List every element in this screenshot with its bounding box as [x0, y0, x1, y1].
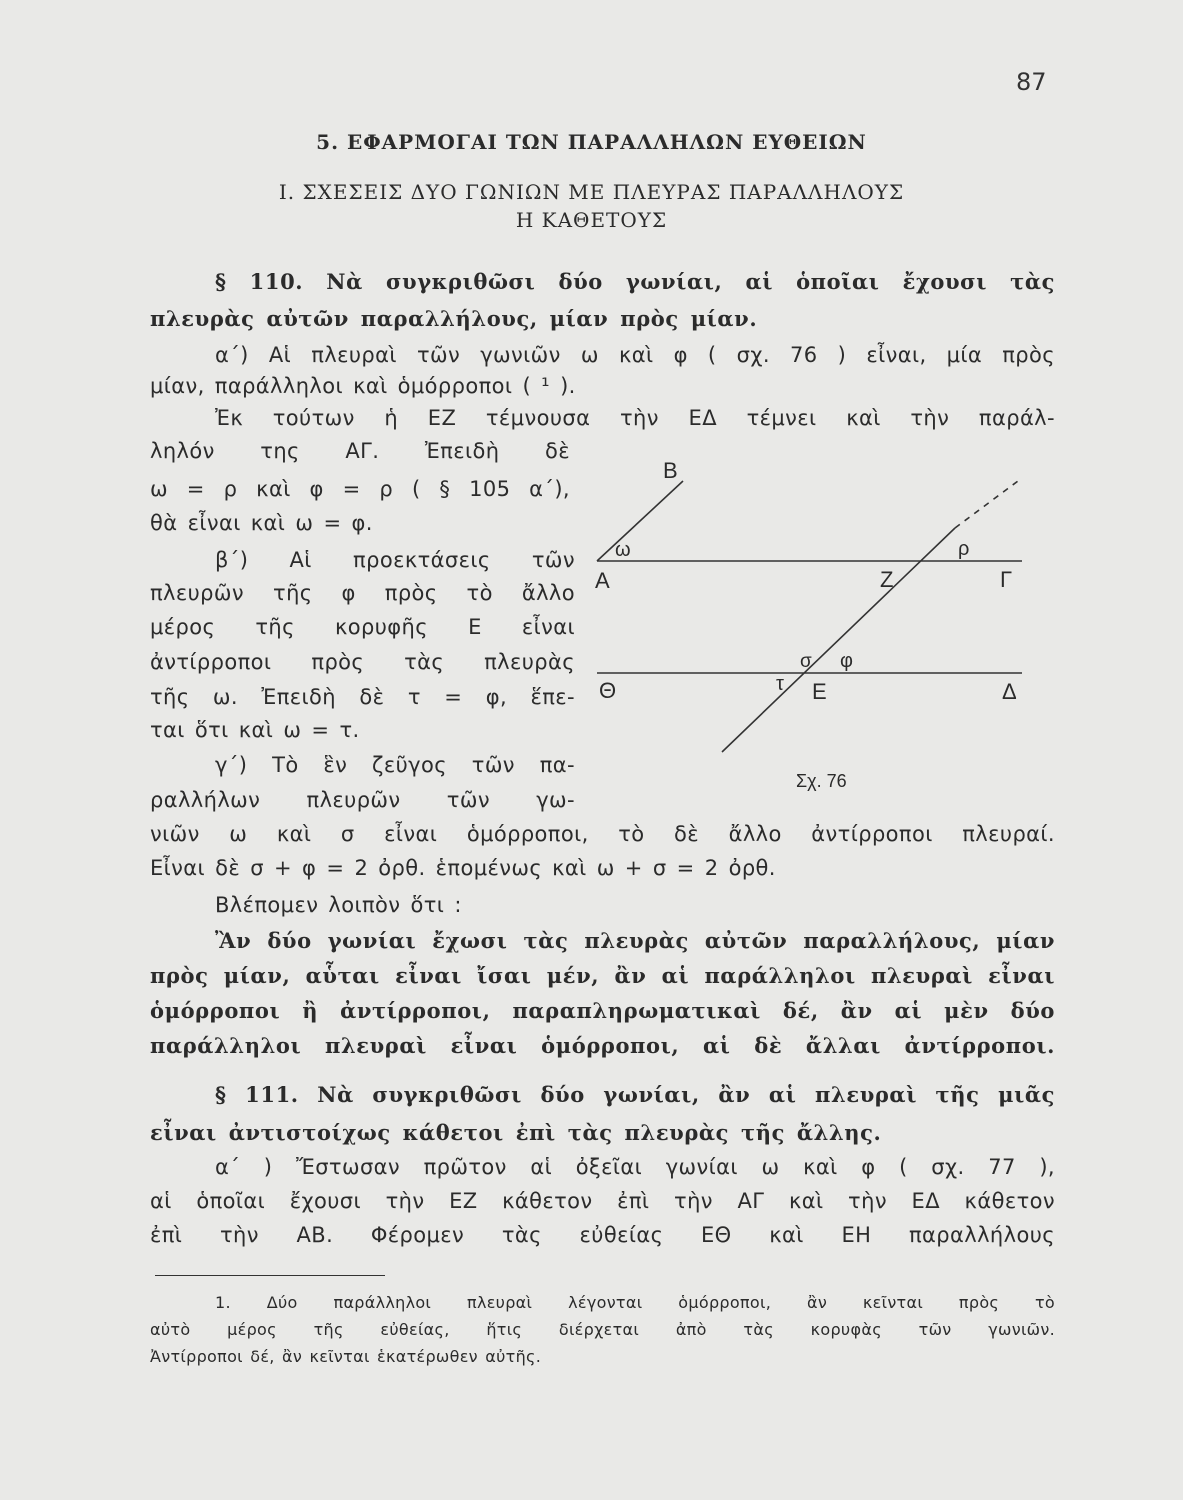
rule-line-2: πρὸς μίαν, αὗται εἶναι ἴσαι μέν, ἂν αἱ παράλληλοι πλευραὶ εἶναι	[150, 963, 1055, 988]
label-A: Α	[595, 568, 610, 593]
label-Z: Ζ	[880, 567, 894, 592]
paragraph-111-line-2: εἶναι ἀντιστοίχως κάθετοι ἐπὶ τὰς πλευρὰς τῆς ἄλλης.	[150, 1120, 882, 1145]
gamma-line-1: γ΄) Τὸ ἓν ζεῦγος τῶν πα-	[215, 753, 575, 777]
rule-line-3: ὁμόρροποι ἢ ἀντίρροποι, παραπληρωματικαὶ δέ, ἂν αἱ μὲν δύο	[150, 998, 1055, 1023]
label-sigma: σ	[800, 651, 812, 672]
beta-line-5: τῆς ω. Ἐπειδὴ δὲ τ = φ, ἕπε-	[150, 685, 575, 709]
label-rho: ρ	[958, 538, 970, 560]
paragraph-111-line-1: § 111. Νὰ συγκριθῶσι δύο γωνίαι, ἂν αἱ πλευραὶ τῆς μιᾶς	[215, 1082, 1055, 1107]
paragraph-110-line-1: § 110. Νὰ συγκριθῶσι δύο γωνίαι, αἱ ὁποῖαι ἔχουσι τὰς	[215, 269, 1055, 294]
beta-line-2: πλευρῶν τῆς φ πρὸς τὸ ἄλλο	[150, 581, 575, 605]
transversal-extension-dashed	[955, 478, 1022, 528]
subheading-line-2: Η ΚΑΘΕΤΟΥΣ	[515, 208, 668, 232]
beta-line-4: ἀντίρροποι πρὸς τὰς πλευρὰς	[150, 650, 575, 674]
footnote-line-1: 1. Δύο παράλληλοι πλευραὶ λέγονται ὁμόρροποι, ἂν κεῖνται πρὸς τὸ	[215, 1293, 1055, 1312]
alpha111-line-3: ἐπὶ τὴν ΑΒ. Φέρομεν τὰς εὐθείας ΕΘ καὶ ΕΗ παραλλήλους	[150, 1223, 1055, 1247]
subheading-line-1: Ι. ΣΧΕΣΕΙΣ ΔΥΟ ΓΩΝΙΩΝ ΜΕ ΠΛΕΥΡΑΣ ΠΑΡΑΛΛΗΛΟΥΣ	[278, 180, 905, 204]
alpha-line-2: μίαν, παράλληλοι καὶ ὁμόρροποι ( ¹ ).	[150, 374, 576, 398]
figure-caption: Σχ. 76	[796, 771, 847, 791]
ek-line-1: Ἐκ τούτων ἡ ΕΖ τέμνουσα τὴν ΕΔ τέμνει καὶ τὴν παράλ-	[215, 406, 1055, 430]
vlepomen-line: Βλέπομεν λοιπὸν ὅτι :	[215, 893, 462, 917]
paragraph-110-line-2: πλευρὰς αὐτῶν παραλλήλους, μίαν πρὸς μίαν.	[150, 306, 758, 331]
label-tau: τ	[776, 673, 784, 695]
alpha111-line-2: αἱ ὁποῖαι ἔχουσι τὴν ΕΖ κάθετον ἐπὶ τὴν ΑΓ καὶ τὴν ΕΔ κάθετον	[150, 1189, 1055, 1213]
gamma-line-3: νιῶν ω καὶ σ εἶναι ὁμόρροποι, τὸ δὲ ἄλλο ἀντίρροποι πλευραί.	[150, 822, 1055, 846]
label-Gamma: Γ	[1000, 567, 1013, 592]
alpha-line-1: α΄) Αἱ πλευραὶ τῶν γωνιῶν ω καὶ φ ( σχ. 76 ) εἶναι, μία πρὸς	[215, 343, 1055, 367]
label-phi: φ	[840, 650, 853, 672]
section-heading: 5. ΕΦΑΡΜΟΓΑΙ ΤΩΝ ΠΑΡΑΛΛΗΛΩΝ ΕΥΘΕΙΩΝ	[316, 130, 867, 154]
gamma-line-2: ραλλήλων πλευρῶν τῶν γω-	[150, 788, 575, 812]
beta-line-1: β΄) Αἱ προεκτάσεις τῶν	[215, 548, 575, 572]
page-number: 87	[1016, 68, 1047, 96]
label-B: Β	[663, 458, 678, 483]
label-Delta: Δ	[1002, 679, 1017, 704]
ek-line-3: ω = ρ καὶ φ = ρ ( § 105 α΄),	[150, 477, 570, 501]
line-AB	[597, 481, 683, 561]
rule-line-1: Ἂν δύο γωνίαι ἔχωσι τὰς πλευρὰς αὐτῶν παραλλήλους, μίαν	[215, 928, 1055, 953]
alpha111-line-1: α΄ ) Ἔστωσαν πρῶτον αἱ ὀξεῖαι γωνίαι ω καὶ φ ( σχ. 77 ),	[215, 1155, 1055, 1179]
beta-line-3: μέρος τῆς κορυφῆς Ε εἶναι	[150, 615, 575, 639]
gamma-line-4: Εἶναι δὲ σ + φ = 2 ὀρθ. ἑπομένως καὶ ω + σ = 2 ὀρθ.	[150, 856, 776, 880]
footnote-line-2: αὐτὸ μέρος τῆς εὐθείας, ἥτις διέρχεται ἀπὸ τὰς κορυφὰς τῶν γωνιῶν.	[150, 1320, 1055, 1339]
footnote-line-3: Ἀντίρροποι δέ, ἂν κεῖνται ἑκατέρωθεν αὐτῆς.	[150, 1347, 542, 1366]
ek-line-4: θὰ εἶναι καὶ ω = φ.	[150, 511, 373, 535]
ek-line-2: ληλόν της ΑΓ. Ἐπειδὴ δὲ	[150, 439, 570, 463]
rule-line-4: παράλληλοι πλευραὶ εἶναι ὁμόρροποι, αἱ δὲ ἄλλαι ἀντίρροποι.	[150, 1033, 1055, 1058]
label-E: Ε	[812, 679, 827, 704]
label-Theta: Θ	[599, 678, 617, 703]
beta-line-6: ται ὅτι καὶ ω = τ.	[150, 718, 360, 742]
label-omega: ω	[615, 539, 631, 561]
